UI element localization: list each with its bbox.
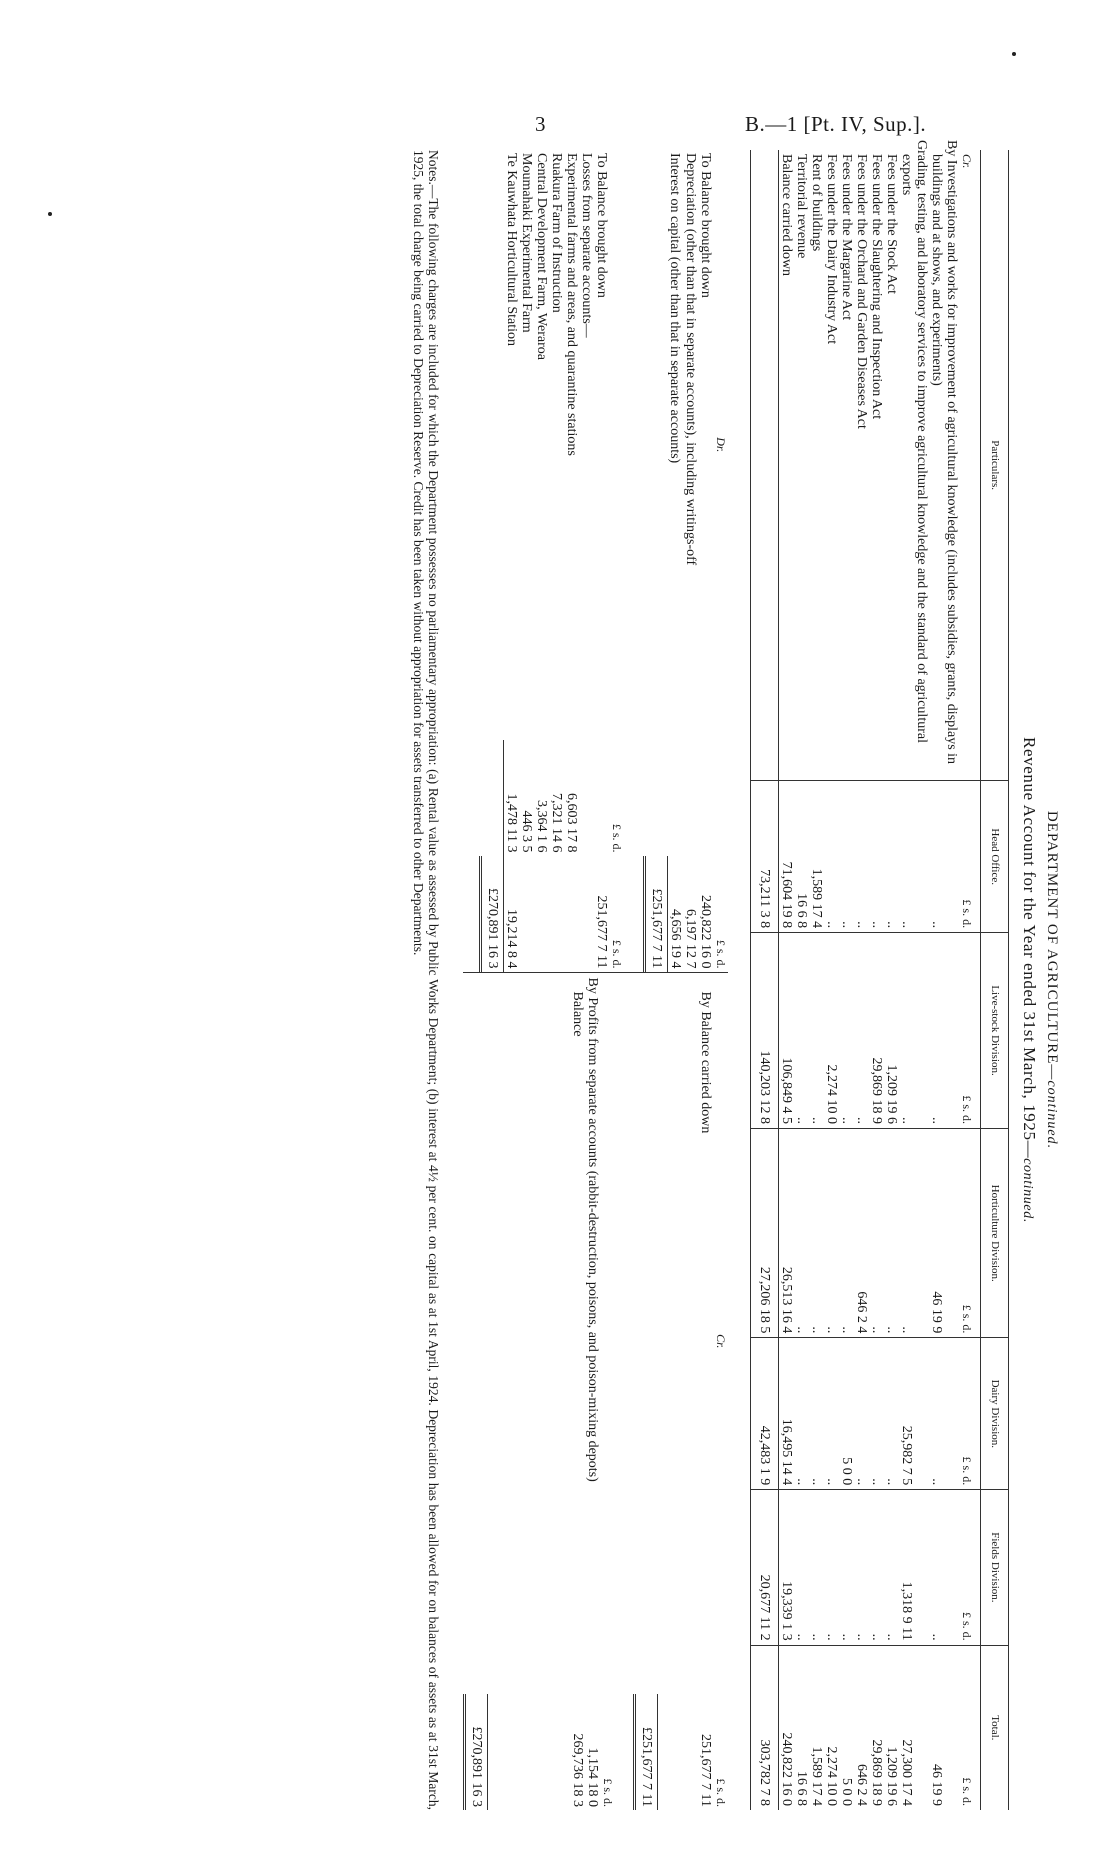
lsd-label: £ s. d. bbox=[959, 1490, 981, 1645]
total-value: 646 2 4 bbox=[854, 1645, 869, 1810]
dr-label: Dr. bbox=[714, 437, 728, 453]
dairy-value: .. bbox=[869, 1338, 884, 1490]
totals-label bbox=[751, 150, 779, 781]
horticulture-total: 27,206 18 5 bbox=[751, 1129, 779, 1338]
lsd-label: £ s. d. bbox=[714, 1778, 728, 1807]
list-item bbox=[595, 150, 610, 972]
lsd-label: £ s. d. bbox=[601, 1778, 615, 1807]
fields-value: .. bbox=[824, 1490, 839, 1645]
list-item bbox=[535, 150, 550, 972]
live-stock-value: 106,849 4 5 bbox=[779, 933, 795, 1129]
dairy-value: .. bbox=[794, 1338, 809, 1490]
horticulture-value: .. bbox=[809, 1129, 824, 1338]
list-item bbox=[550, 150, 565, 972]
col-head-office: Head Office. bbox=[981, 781, 1009, 933]
fields-value: .. bbox=[794, 1490, 809, 1645]
notes-paragraph: Notes.—The following charges are included for which the Department possesses no parliamentary appropriation: (a) Rental value as assessed by Public Works Department; (b) interest at 4½ per cent. on capital as at 1st April, 1924. Depreciation has been allowed for on balances of assets as at 31st March, 1925, the total charge being carried to Depreciation Reserve. Credit has been taken without appropriation for assets transferred to other Departments. bbox=[411, 150, 442, 1810]
item-label: To Balance brought down bbox=[698, 153, 713, 298]
live-stock-value: .. bbox=[809, 933, 824, 1129]
head-office-total: 73,211 3 8 bbox=[751, 781, 779, 933]
total-value: 240,822 16 0 bbox=[779, 1645, 795, 1810]
horticulture-value: .. bbox=[899, 1129, 929, 1338]
table-row bbox=[854, 150, 869, 1810]
list-item bbox=[698, 150, 713, 972]
item-label: Balance bbox=[570, 991, 585, 1037]
list-item bbox=[698, 989, 713, 1811]
head-office-value: .. bbox=[929, 781, 959, 933]
horticulture-value: .. bbox=[884, 1129, 899, 1338]
row-label: Fees under the Dairy Industry Act bbox=[824, 154, 839, 345]
list-item bbox=[504, 150, 520, 972]
horticulture-value: 646 2 4 bbox=[854, 1129, 869, 1338]
horticulture-value: .. bbox=[794, 1129, 809, 1338]
item-value: 251,677 7 11 bbox=[698, 1734, 713, 1807]
live-stock-value: .. bbox=[899, 933, 929, 1129]
dairy-value: 16,495 14 4 bbox=[779, 1338, 795, 1490]
item-value: 1,154 18 0 bbox=[585, 1747, 600, 1807]
table-row bbox=[839, 150, 854, 1810]
table-row bbox=[929, 150, 959, 1810]
live-stock-value: 1,209 19 6 bbox=[884, 933, 899, 1129]
totals-row bbox=[751, 150, 779, 1810]
table-row bbox=[869, 150, 884, 1810]
total-value: 46 19 9 bbox=[929, 1645, 959, 1810]
col-horticulture: Horticulture Division. bbox=[981, 1129, 1009, 1338]
fields-value: .. bbox=[854, 1490, 869, 1645]
row-label: Grading, testing, and laboratory services to improve agricultural knowledge and the standard of agricultural exports bbox=[899, 140, 929, 743]
head-office-value: 1,589 17 4 bbox=[809, 781, 824, 933]
live-stock-value: .. bbox=[929, 933, 959, 1129]
horticulture-value: .. bbox=[839, 1129, 854, 1338]
item-value: 6,197 12 7 bbox=[683, 909, 698, 969]
head-office-value: .. bbox=[884, 781, 899, 933]
item-label: Central Development Farm, Weraroa bbox=[534, 153, 550, 360]
fields-value: .. bbox=[809, 1490, 824, 1645]
item-label: By Profits from separate accounts (rabbit-destruction, poisons, and poison-mixing depots) bbox=[585, 977, 600, 1482]
credit-grand-total: £270,891 16 3 bbox=[465, 1694, 488, 1810]
losses-total: 19,214 8 4 bbox=[504, 909, 520, 969]
list-item bbox=[520, 150, 535, 972]
item-label: Moumahaki Experimental Farm bbox=[519, 153, 535, 333]
currency-units-row bbox=[959, 150, 981, 1810]
row-label: Territorial revenue bbox=[794, 154, 809, 259]
table-header-row bbox=[981, 150, 1009, 1810]
head-office-value: .. bbox=[854, 781, 869, 933]
item-value: 4,656 19 4 bbox=[668, 909, 683, 969]
fields-value: 19,339 1 3 bbox=[779, 1490, 795, 1645]
dairy-value: .. bbox=[929, 1338, 959, 1490]
debit-side bbox=[464, 150, 729, 972]
head-office-value: 71,604 19 8 bbox=[779, 781, 795, 933]
dairy-value: 5 0 0 bbox=[839, 1338, 854, 1490]
head-office-value: .. bbox=[869, 781, 884, 933]
live-stock-value: 29,869 18 9 bbox=[869, 933, 884, 1129]
total-value: 16 6 8 bbox=[794, 1645, 809, 1810]
total-value: 2,274 10 0 bbox=[824, 1645, 839, 1810]
debit-grand-total: £270,891 16 3 bbox=[481, 856, 504, 972]
rotated-statement bbox=[160, 140, 1060, 1810]
lsd-label: £ s. d. bbox=[610, 939, 625, 969]
col-dairy: Dairy Division. bbox=[981, 1338, 1009, 1490]
fields-total: 20,677 11 2 bbox=[751, 1490, 779, 1645]
dairy-total: 42,483 1 9 bbox=[751, 1338, 779, 1490]
total-value: 5 0 0 bbox=[839, 1645, 854, 1810]
lsd-label: £ s. d. bbox=[610, 823, 625, 853]
live-stock-value: .. bbox=[839, 933, 854, 1129]
head-office-value: 16 6 8 bbox=[794, 781, 809, 933]
fields-value: .. bbox=[869, 1490, 884, 1645]
dairy-value: .. bbox=[854, 1338, 869, 1490]
item-value: 269,736 18 3 bbox=[570, 1733, 585, 1807]
lsd-label: £ s. d. bbox=[959, 781, 981, 933]
speck-mark bbox=[1012, 52, 1016, 56]
department-title: DEPARTMENT OF AGRICULTURE—continued. bbox=[1044, 810, 1060, 1150]
item-value: 7,321 14 6 bbox=[549, 793, 565, 853]
item-label: Depreciation (other than that in separate accounts), including writings-off bbox=[683, 153, 698, 566]
item-value: 446 3 5 bbox=[519, 810, 535, 853]
table-row bbox=[794, 150, 809, 1810]
horticulture-value: .. bbox=[869, 1129, 884, 1338]
list-item bbox=[668, 150, 684, 972]
debit-subtotal: £251,677 7 11 bbox=[645, 856, 668, 972]
head-office-value: .. bbox=[824, 781, 839, 933]
item-value: 1,478 11 3 bbox=[504, 740, 520, 856]
account-subtitle: Revenue Account for the Year ended 31st March, 1925—continued. bbox=[1020, 737, 1039, 1223]
list-item bbox=[565, 150, 580, 972]
lsd-label: £ s. d. bbox=[959, 1129, 981, 1338]
head-office-value: .. bbox=[839, 781, 854, 933]
col-live-stock: Live-stock Division. bbox=[981, 933, 1009, 1129]
summary-accounts bbox=[464, 150, 729, 1810]
lsd-label: £ s. d. bbox=[959, 1338, 981, 1490]
horticulture-value: .. bbox=[824, 1129, 839, 1338]
horticulture-value: 26,513 16 4 bbox=[779, 1129, 795, 1338]
list-item bbox=[585, 989, 600, 1811]
fields-value: 1,318 9 11 bbox=[899, 1490, 929, 1645]
live-stock-value: .. bbox=[854, 933, 869, 1129]
fields-value: .. bbox=[839, 1490, 854, 1645]
table-row bbox=[899, 150, 929, 1810]
paper-reference: B.—1 [Pt. IV, Sup.]. bbox=[745, 112, 927, 136]
row-label: Fees under the Stock Act bbox=[884, 154, 899, 294]
fields-value: .. bbox=[884, 1490, 899, 1645]
live-stock-value: .. bbox=[794, 933, 809, 1129]
item-value: 6,603 17 8 bbox=[564, 793, 580, 853]
total-value: 27,300 17 4 bbox=[899, 1645, 929, 1810]
speck-mark bbox=[48, 212, 52, 216]
dairy-value: .. bbox=[824, 1338, 839, 1490]
revenue-table bbox=[750, 140, 1009, 1810]
live-stock-total: 140,203 12 8 bbox=[751, 933, 779, 1129]
cr-label: Cr. bbox=[960, 154, 974, 169]
table-row bbox=[824, 150, 839, 1810]
table-row bbox=[884, 150, 899, 1810]
item-label: To Balance brought down bbox=[594, 153, 610, 298]
credit-table bbox=[464, 977, 729, 1811]
row-label: Rent of buildings bbox=[809, 154, 824, 252]
list-item bbox=[570, 989, 585, 1811]
total-value: 1,589 17 4 bbox=[809, 1645, 824, 1810]
table-row bbox=[809, 150, 824, 1810]
total-value: 1,209 19 6 bbox=[884, 1645, 899, 1810]
total-value: 29,869 18 9 bbox=[869, 1645, 884, 1810]
item-label: Te Kauwhata Horticultural Station bbox=[504, 153, 519, 347]
credit-side bbox=[464, 972, 729, 1811]
grand-total: 303,782 7 8 bbox=[751, 1645, 779, 1810]
row-label: Fees under the Slaughtering and Inspection Act bbox=[869, 154, 884, 420]
table-row bbox=[779, 150, 795, 1810]
credit-subtotal: £251,677 7 11 bbox=[635, 1694, 658, 1810]
item-value: 3,364 1 6 bbox=[534, 800, 550, 853]
page-number: 3 bbox=[535, 112, 546, 136]
dairy-value: 25,982 7 5 bbox=[899, 1338, 929, 1490]
item-value: 251,677 7 11 bbox=[594, 895, 610, 969]
fields-value: .. bbox=[929, 1490, 959, 1645]
item-label: Ruakura Farm of Instruction bbox=[549, 153, 565, 313]
col-total: Total. bbox=[981, 1645, 1009, 1810]
head-office-value: .. bbox=[899, 781, 929, 933]
item-label: Experimental farms and areas, and quarantine stations bbox=[564, 153, 580, 456]
lsd-label: £ s. d. bbox=[959, 933, 981, 1129]
horticulture-value: 46 19 9 bbox=[929, 1129, 959, 1338]
dairy-value: .. bbox=[884, 1338, 899, 1490]
item-label: Interest on capital (other than that in separate accounts) bbox=[667, 153, 683, 464]
cr-label: Cr. bbox=[714, 1334, 728, 1349]
col-fields: Fields Division. bbox=[981, 1490, 1009, 1645]
lsd-label: £ s. d. bbox=[714, 939, 728, 969]
col-particulars: Particulars. bbox=[981, 150, 1009, 781]
item-label: By Balance carried down bbox=[698, 991, 713, 1134]
list-item bbox=[683, 150, 698, 972]
row-label: Fees under the Orchard and Garden Diseases Act bbox=[854, 154, 869, 429]
row-label: By Investigations and works for improvement of agricultural knowledge (includes subsidies, grants, displays in buildings and at shows, and experiments) bbox=[929, 140, 959, 765]
row-label: Balance carried down bbox=[779, 154, 794, 277]
item-value: 240,822 16 0 bbox=[698, 895, 713, 969]
losses-heading: Losses from separate accounts— bbox=[579, 153, 595, 338]
debit-table bbox=[480, 150, 729, 972]
live-stock-value: 2,274 10 0 bbox=[824, 933, 839, 1129]
row-label: Fees under the Margarine Act bbox=[839, 154, 854, 321]
dairy-value: .. bbox=[809, 1338, 824, 1490]
lsd-label: £ s. d. bbox=[959, 1645, 981, 1810]
